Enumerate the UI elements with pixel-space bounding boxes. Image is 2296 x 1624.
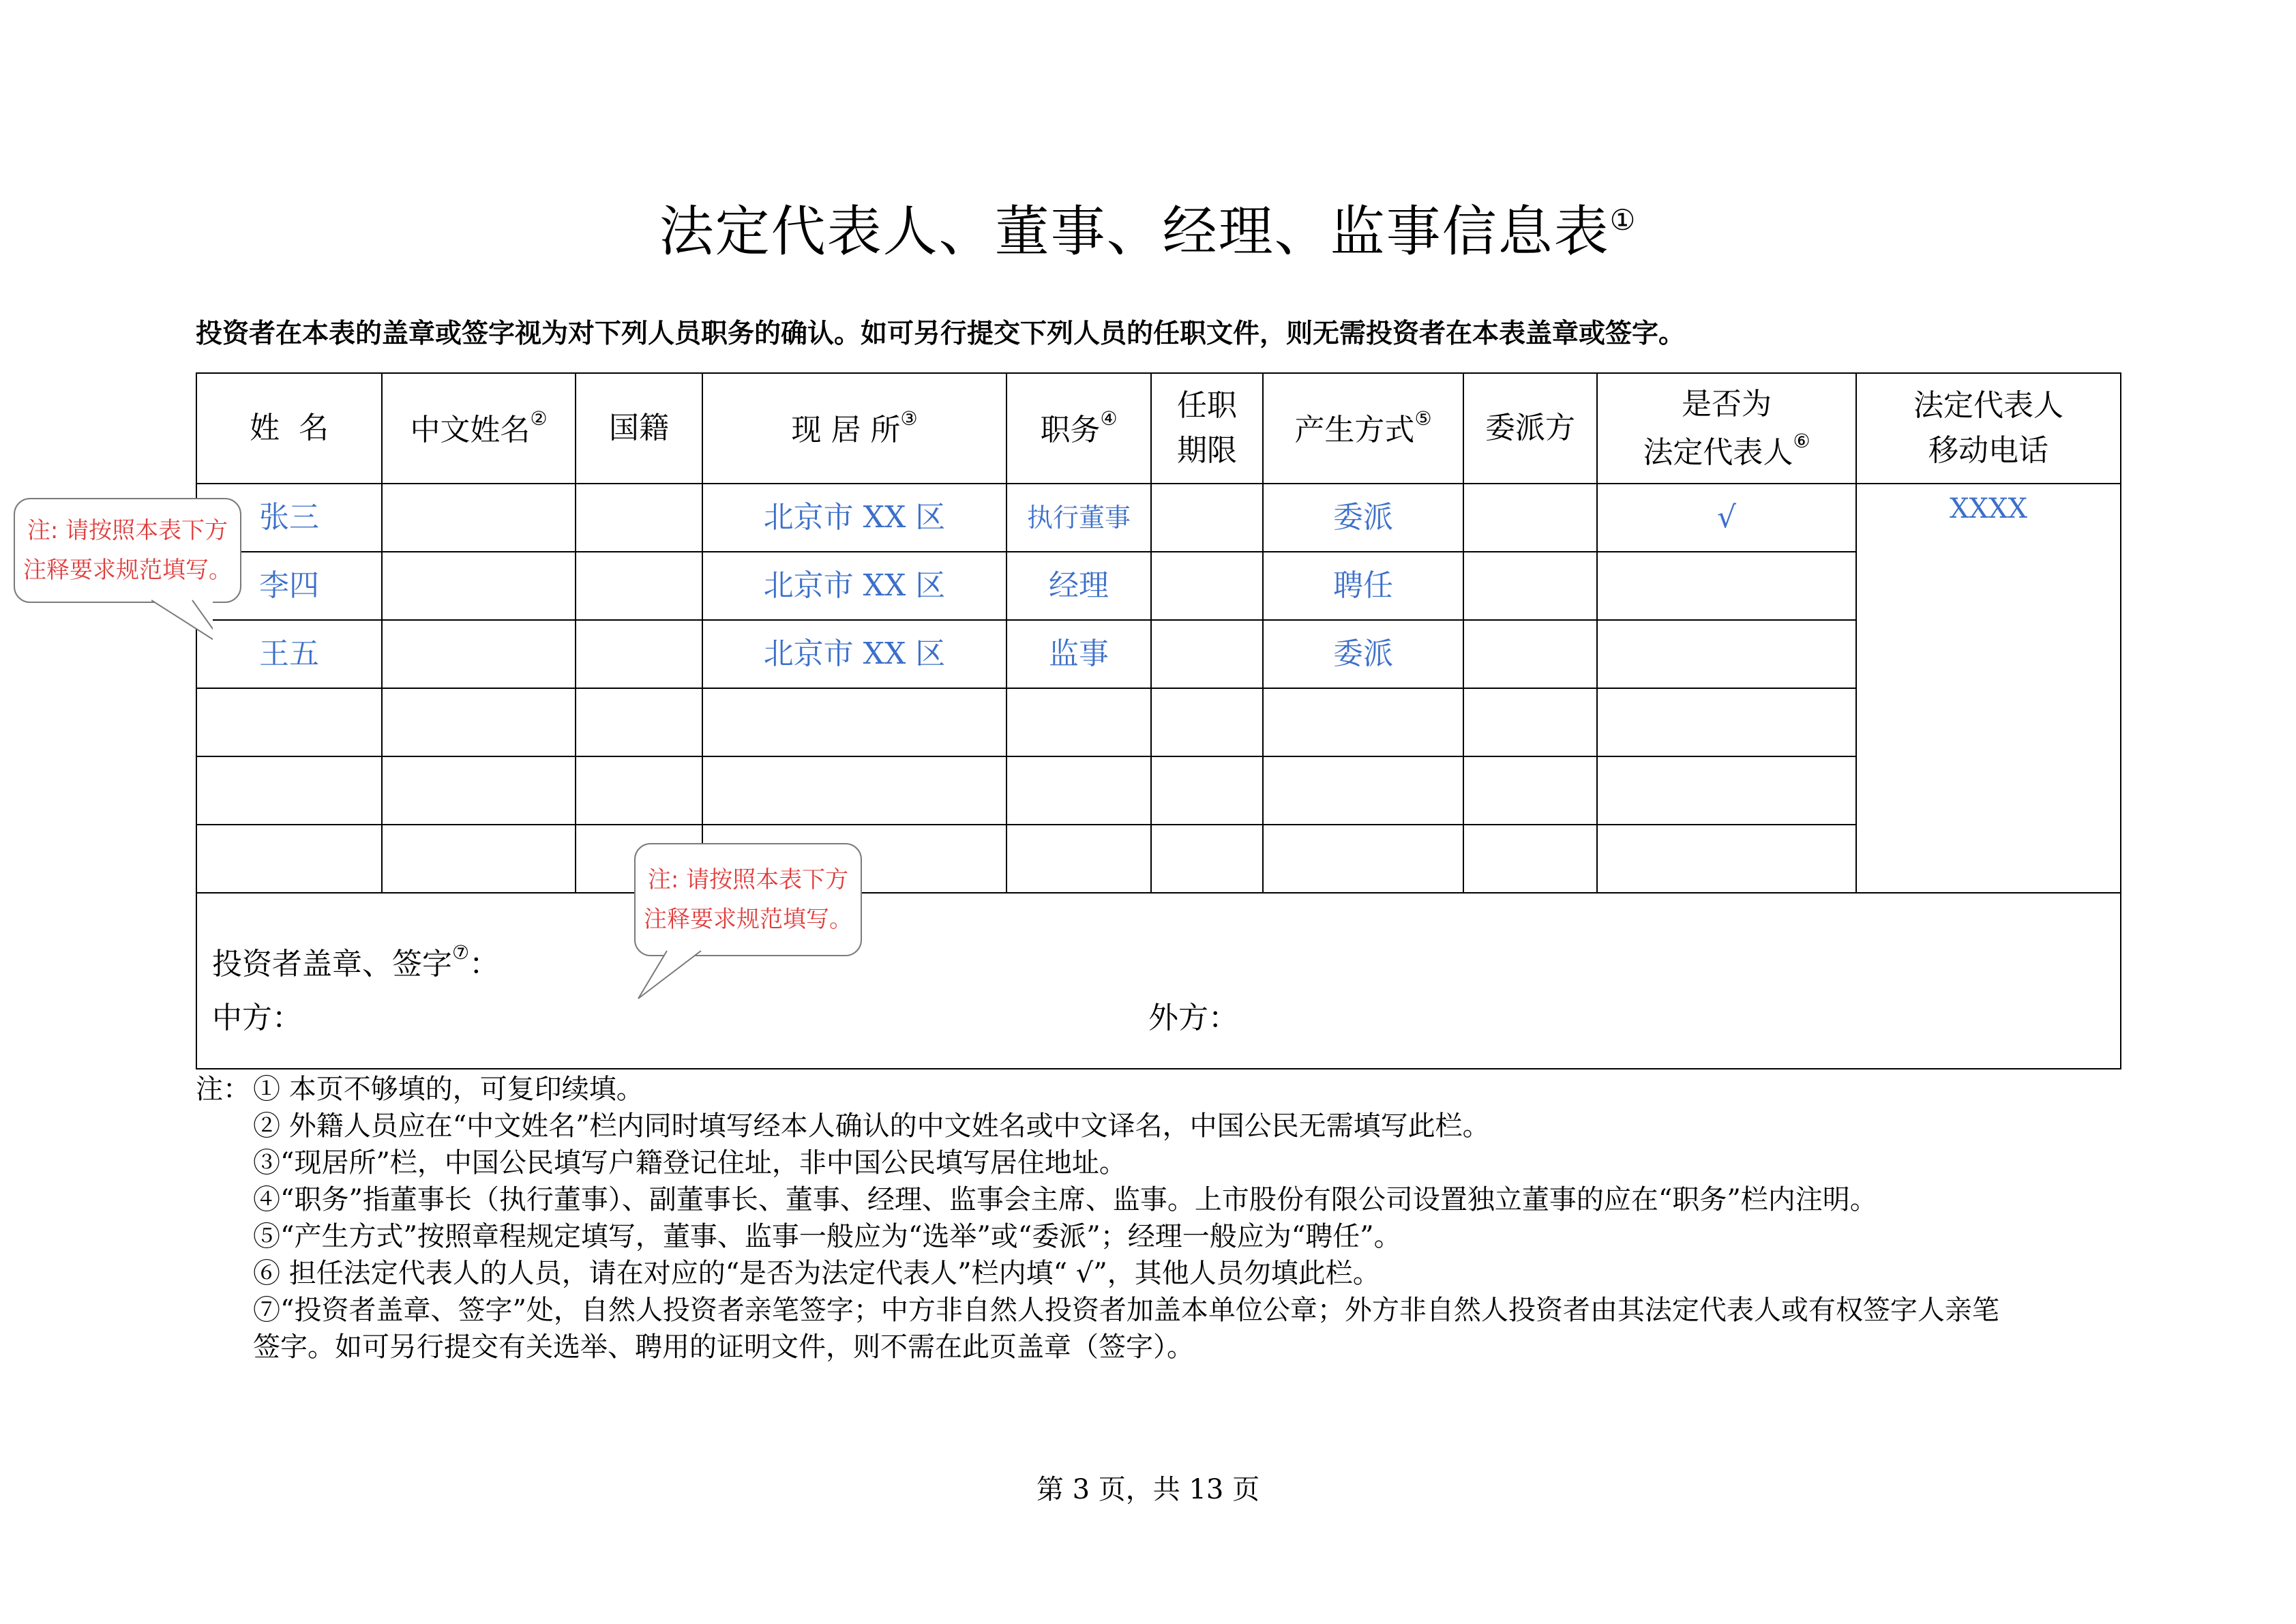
cell-empty[interactable] (1151, 756, 1263, 825)
cell-empty[interactable] (702, 688, 1007, 756)
page-number: 第 3 页，共 13 页 (1036, 1474, 1260, 1505)
note-item: ③“现居所”栏，中国公民填写户籍登记住址，非中国公民填写居住地址。 (253, 1147, 1127, 1179)
table-row (196, 552, 2121, 620)
cell-position[interactable]: 监事 (1007, 620, 1151, 688)
china-party-label: 中方： (212, 1001, 302, 1035)
signature-row (196, 893, 2121, 1069)
cell-empty[interactable] (382, 825, 576, 893)
callout-tail-icon (633, 949, 708, 1004)
cell-name[interactable]: 张三 (196, 484, 382, 552)
table-row-empty (196, 756, 2121, 825)
info-table (196, 372, 2121, 1069)
cell-nationality[interactable] (576, 484, 702, 552)
cell-empty[interactable] (196, 688, 382, 756)
cell-term[interactable] (1151, 552, 1263, 620)
cell-method[interactable]: 聘任 (1263, 552, 1463, 620)
callout-note-2 (634, 843, 862, 956)
table-row-empty (196, 688, 2121, 756)
cell-position[interactable]: 执行董事 (1007, 484, 1151, 552)
callout-line: 注: 请按照本表下方 (647, 866, 849, 894)
cell-empty[interactable] (1007, 688, 1151, 756)
cell-empty[interactable] (1463, 688, 1597, 756)
signature-cell[interactable] (196, 893, 2121, 1069)
intro-text: 投资者在本表的盖章或签字视为对下列人员职务的确认。如可另行提交下列人员的任职文件，则无需投资者在本表盖章或签字。 (196, 318, 1686, 349)
callout-line: 注: 请按照本表下方 (27, 517, 228, 544)
cell-empty[interactable] (1263, 688, 1463, 756)
header-position: 职务④ (1007, 373, 1151, 484)
note-item: ① 本页不够填的，可复印续填。 (253, 1074, 644, 1105)
cell-empty[interactable] (1463, 756, 1597, 825)
cell-empty[interactable] (196, 756, 382, 825)
header-residence: 现 居 所③ (702, 373, 1007, 484)
cell-empty[interactable] (382, 756, 576, 825)
page-title: 法定代表人、董事、经理、监事信息表① (659, 200, 1637, 263)
notes-section (196, 1071, 2126, 1365)
cell-cn-name[interactable] (382, 620, 576, 688)
table-row (196, 620, 2121, 688)
cell-appointer[interactable] (1463, 552, 1597, 620)
signature-label: 投资者盖章、签字⑦： (212, 941, 500, 981)
cell-residence[interactable]: 北京市 XX 区 (702, 552, 1007, 620)
cell-name[interactable]: 王五 (196, 620, 382, 688)
cell-term[interactable] (1151, 484, 1263, 552)
cell-empty[interactable] (382, 688, 576, 756)
header-term: 任职 期限 (1151, 373, 1263, 484)
cell-cn-name[interactable] (382, 484, 576, 552)
foreign-party-label: 外方： (1148, 1001, 1238, 1035)
cell-appointer[interactable] (1463, 484, 1597, 552)
note-item: ⑦“投资者盖章、签字”处，自然人投资者亲笔签字；中方非自然人投资者加盖本单位公章；外方非自然人投资者由其法定代表人或有权签字人亲笔 (253, 1295, 1999, 1326)
note-item: ④“职务”指董事长（执行董事）、副董事长、董事、经理、监事会主席、监事。上市股份有限公司设置独立董事的应在“职务”栏内注明。 (253, 1184, 1877, 1215)
cell-residence[interactable]: 北京市 XX 区 (702, 620, 1007, 688)
cell-method[interactable]: 委派 (1263, 620, 1463, 688)
cell-empty[interactable] (1007, 825, 1151, 893)
header-method: 产生方式⑤ (1263, 373, 1463, 484)
cell-empty[interactable] (1151, 825, 1263, 893)
table-row-empty (196, 825, 2121, 893)
cell-empty[interactable] (576, 688, 702, 756)
cell-method[interactable]: 委派 (1263, 484, 1463, 552)
header-phone: 法定代表人 移动电话 (1856, 373, 2121, 484)
cell-is-rep[interactable]: √ (1597, 484, 1856, 552)
cell-empty[interactable] (196, 825, 382, 893)
cell-is-rep[interactable] (1597, 552, 1856, 620)
cell-nationality[interactable] (576, 620, 702, 688)
cell-name[interactable]: 李四 (196, 552, 382, 620)
header-name: 姓 名 (196, 373, 382, 484)
note-item-continued: 签字。如可另行提交有关选举、聘用的证明文件，则不需在此页盖章（签字）。 (253, 1331, 1194, 1363)
cell-residence[interactable]: 北京市 XX 区 (702, 484, 1007, 552)
cell-empty[interactable] (576, 756, 702, 825)
cell-nationality[interactable] (576, 552, 702, 620)
callout-note-1 (14, 498, 241, 603)
header-appointer: 委派方 (1463, 373, 1597, 484)
cell-cn-name[interactable] (382, 552, 576, 620)
callout-tail-icon (151, 597, 213, 652)
callout-line: 注释要求规范填写。 (644, 906, 852, 933)
cell-empty[interactable] (1463, 825, 1597, 893)
cell-empty[interactable] (1007, 756, 1151, 825)
cell-position[interactable]: 经理 (1007, 552, 1151, 620)
cell-empty[interactable] (702, 756, 1007, 825)
notes-lead: 注： (196, 1074, 250, 1105)
table-row (196, 484, 2121, 552)
cell-empty[interactable] (1151, 688, 1263, 756)
cell-is-rep[interactable] (1597, 620, 1856, 688)
cell-term[interactable] (1151, 620, 1263, 688)
header-is-rep: 是否为 法定代表人⑥ (1597, 373, 1856, 484)
header-nationality: 国籍 (576, 373, 702, 484)
cell-phone[interactable]: XXXX (1856, 484, 2121, 893)
cell-empty[interactable] (1263, 825, 1463, 893)
callout-line: 注释要求规范填写。 (23, 557, 232, 584)
note-item: ⑥ 担任法定代表人的人员，请在对应的“是否为法定代表人”栏内填“ √”，其他人员勿填此栏。 (253, 1258, 1380, 1289)
cell-empty[interactable] (1597, 756, 1856, 825)
table-header-row (196, 373, 2121, 484)
note-item: ② 外籍人员应在“中文姓名”栏内同时填写经本人确认的中文姓名或中文译名，中国公民无需填写此栏。 (253, 1110, 1490, 1142)
cell-appointer[interactable] (1463, 620, 1597, 688)
cell-empty[interactable] (1263, 756, 1463, 825)
note-item: ⑤“产生方式”按照章程规定填写，董事、监事一般应为“选举”或“委派”；经理一般应为“聘任”。 (253, 1221, 1401, 1252)
cell-empty[interactable] (1597, 825, 1856, 893)
cell-empty[interactable] (1597, 688, 1856, 756)
header-cn-name: 中文姓名② (382, 373, 576, 484)
